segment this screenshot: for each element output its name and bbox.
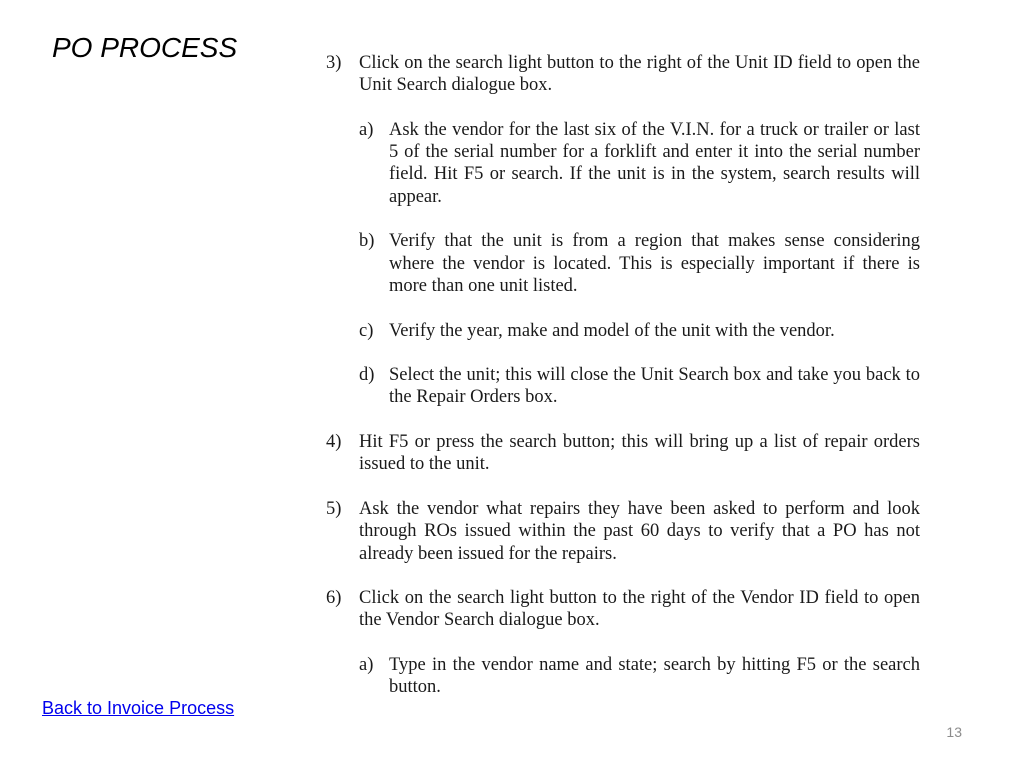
substep-text: Select the unit; this will close the Unit Search box and take you back to the Repair Orders box. (389, 365, 920, 408)
substep-marker: d) (359, 365, 375, 386)
substep-text: Verify that the unit is from a region that makes sense considering where the vendor is located. This is especially important if there is more than one unit listed. (389, 231, 920, 296)
page-number: 13 (946, 724, 962, 740)
step-item (326, 498, 920, 565)
substep-item (359, 230, 920, 297)
step-text: Ask the vendor what repairs they have been asked to perform and look through ROs issued within the past 60 days to verify that a PO has not already been issued for the repairs. (359, 498, 920, 564)
step-text: Click on the search light button to the right of the Unit ID field to open the Unit Search dialogue box. (359, 53, 920, 96)
step-item (326, 52, 920, 97)
step-text: Click on the search light button to the right of the Vendor ID field to open the Vendor Search dialogue box. (359, 588, 920, 631)
substep-marker: a) (359, 655, 374, 676)
step-item (326, 587, 920, 632)
step-item (326, 431, 920, 476)
substep-item (359, 320, 920, 342)
substep-text: Verify the year, make and model of the unit with the vendor. (389, 320, 835, 341)
step-marker: 5) (326, 498, 342, 519)
step-marker: 4) (326, 432, 342, 453)
instruction-content (326, 52, 920, 699)
back-to-invoice-process-link[interactable]: Back to Invoice Process (42, 698, 235, 718)
substep-marker: a) (359, 119, 374, 140)
step-marker: 6) (326, 588, 342, 609)
step-text: Hit F5 or press the search button; this will bring up a list of repair orders issued to the unit. (359, 432, 920, 475)
substep-text: Type in the vendor name and state; search by hitting F5 or the search button. (389, 655, 920, 698)
substep-item (359, 364, 920, 409)
substep-marker: c) (359, 320, 374, 341)
substep-item (359, 119, 920, 208)
substep-text: Ask the vendor for the last six of the V.I.N. for a truck or trailer or last 5 of the serial number for a forklift and enter it into the serial number field. Hit F5 or search. If the unit is in the system, search results will appear. (389, 119, 920, 207)
substep-item (359, 654, 920, 699)
slide-title: PO PROCESS (52, 32, 238, 63)
substep-marker: b) (359, 231, 375, 252)
step-marker: 3) (326, 53, 342, 73)
